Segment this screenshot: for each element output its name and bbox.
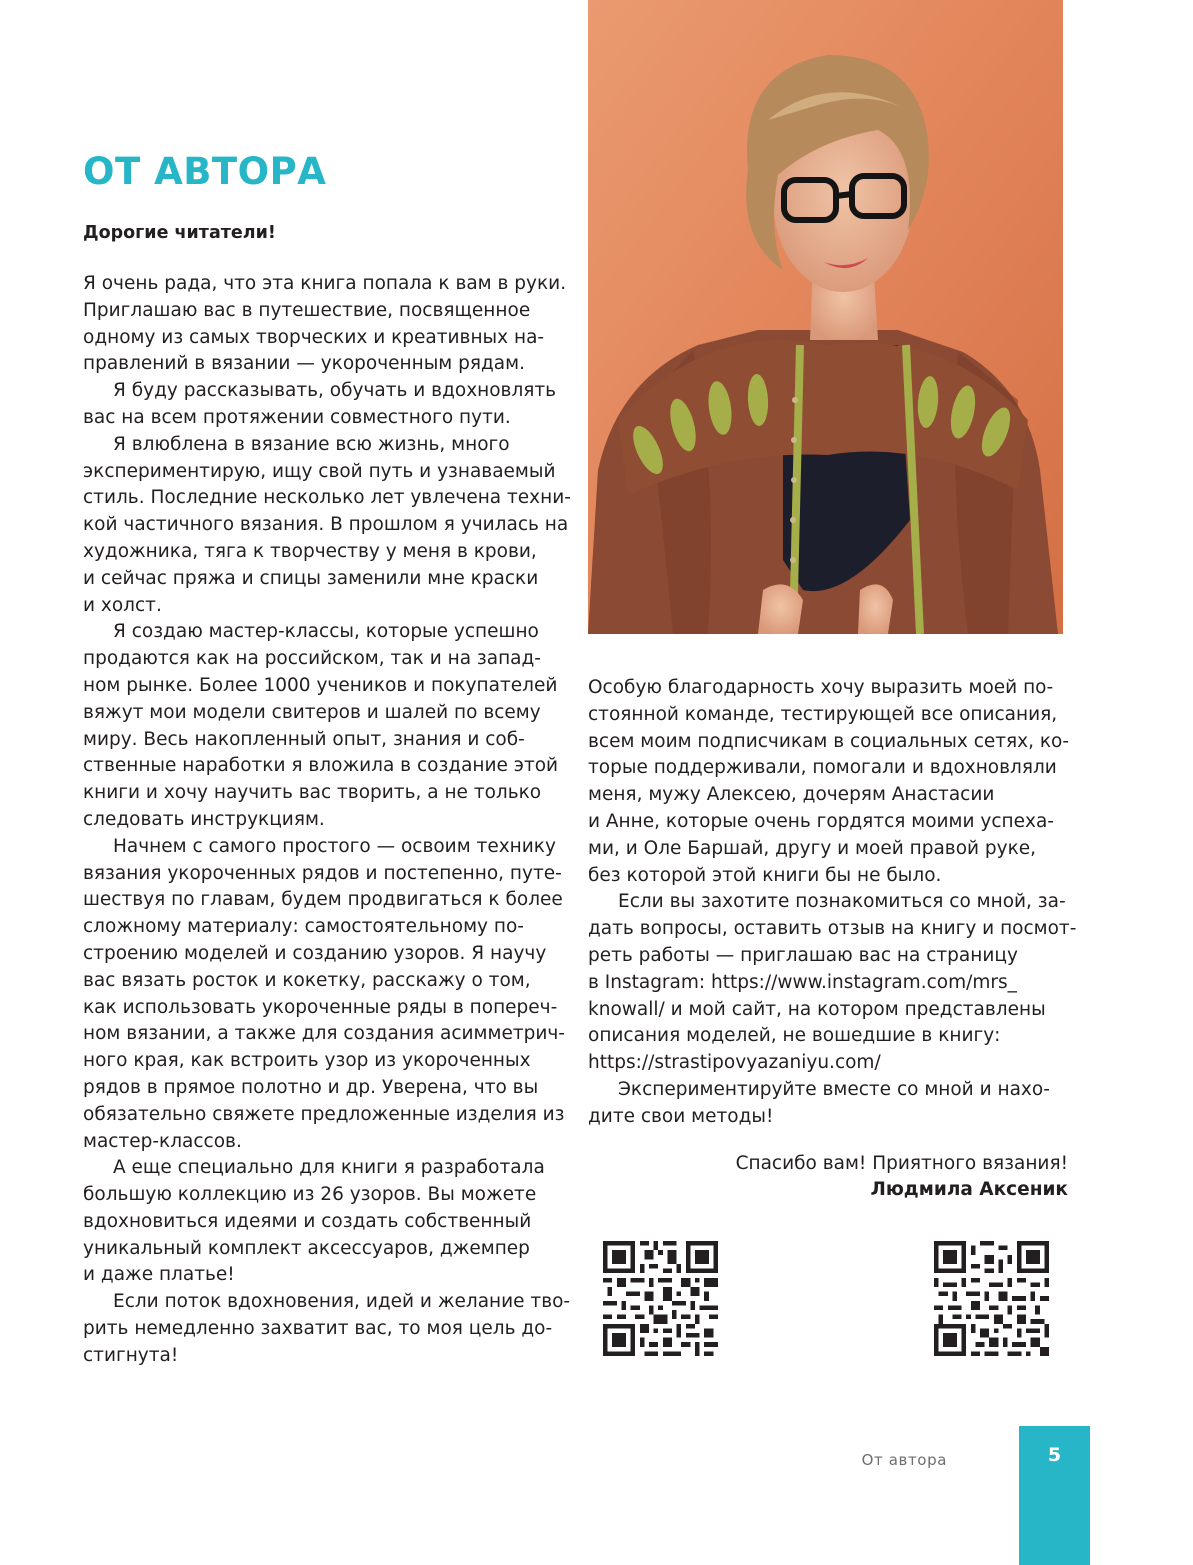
- text-line: книги и хочу научить вас творить, а не только: [83, 782, 542, 804]
- text-line: knowall/ и мой сайт, на котором представлены: [588, 998, 1046, 1020]
- text-line: А еще специально для книги я разработала: [113, 1157, 545, 1179]
- text-line: как использовать укороченные ряды в попереч-: [83, 996, 558, 1018]
- text-line: реть работы — приглашаю вас на страницу: [588, 944, 1018, 966]
- right-column-text: [588, 675, 1077, 1204]
- page-number: 5: [1047, 1444, 1062, 1466]
- text-line: миру. Весь накопленный опыт, знания и соб-: [83, 728, 525, 750]
- text-line: следовать инструкциям.: [83, 808, 325, 830]
- text-line: Если поток вдохновения, идей и желание тво-: [113, 1291, 571, 1313]
- text-line: и Анне, которые очень гордятся моими успеха-: [588, 810, 1054, 832]
- text-line: стоянной команде, тестирующей все описания,: [588, 703, 1058, 725]
- text-line: и даже платье!: [83, 1264, 235, 1286]
- text-line: Я буду рассказывать, обучать и вдохновлять: [113, 380, 557, 402]
- text-line: ми, и Оле Баршай, другу и моей правой руке,: [588, 837, 1037, 859]
- text-line: рить немедленно захватит вас, то моя цель до-: [83, 1318, 553, 1340]
- text-line: ственные наработки я вложила в создание этой: [83, 755, 559, 777]
- text-line: в Instagram: https://www.instagram.com/mrs_: [588, 971, 1017, 993]
- page-number-tab: [1019, 1426, 1090, 1565]
- greeting: Дорогие читатели!: [83, 223, 276, 243]
- text-line: вяжут мои модели свитеров и шалей по всему: [83, 701, 541, 723]
- text-line: уникальный комплект аксессуаров, джемпер: [83, 1237, 530, 1259]
- text-line: дите свои методы!: [588, 1105, 774, 1127]
- text-line: стигнута!: [83, 1344, 179, 1366]
- text-line: сложному материалу: самостоятельному по-: [83, 916, 524, 938]
- text-line: шествуя по главам, будем продвигаться к более: [83, 889, 563, 911]
- closing-thanks: Спасибо вам! Приятного вязания!: [735, 1152, 1068, 1174]
- text-line: ного края, как встроить узор из укороченных: [83, 1050, 531, 1072]
- text-line: Приглашаю вас в путешествие, посвященное: [83, 299, 531, 321]
- footer-section-label: От автора: [861, 1451, 947, 1469]
- text-line: продаются как на российском, так и на запад-: [83, 648, 541, 670]
- text-line: без которой этой книги бы не было.: [588, 864, 942, 886]
- text-line: кой частичного вязания. В прошлом я училась на: [83, 514, 569, 536]
- text-line: https://strastipovyazaniyu.com/: [588, 1052, 881, 1074]
- text-line: Если вы захотите познакомиться со мной, за-: [618, 891, 1066, 913]
- website-qr-code: [934, 1241, 1049, 1356]
- text-line: художника, тяга к творчеству у меня в крови,: [83, 540, 537, 562]
- text-line: ном рынке. Более 1000 учеников и покупателей: [83, 674, 558, 696]
- text-line: Я влюблена в вязание всю жизнь, много: [113, 433, 510, 455]
- text-line: торые поддерживали, помогали и вдохновляли: [588, 757, 1057, 779]
- text-line: всем моим подписчикам в социальных сетях, ко-: [588, 730, 1070, 752]
- author-photo: [588, 0, 1063, 634]
- text-line: и холст.: [83, 594, 162, 616]
- text-line: Начнем с самого простого — освоим технику: [113, 835, 556, 857]
- text-line: стиль. Последние несколько лет увлечена техни-: [83, 487, 571, 509]
- instagram-qr-code: [603, 1241, 718, 1356]
- text-line: обязательно свяжете предложенные изделия из: [83, 1103, 565, 1125]
- text-line: вязания укороченных рядов и постепенно, путе-: [83, 862, 562, 884]
- text-line: меня, мужу Алексею, дочерям Анастасии: [588, 784, 995, 806]
- text-line: и сейчас пряжа и спицы заменили мне краски: [83, 567, 539, 589]
- author-signature: Людмила Аксеник: [870, 1179, 1068, 1201]
- text-line: одному из самых творческих и креативных на-: [83, 326, 545, 348]
- text-line: ном вязании, а также для создания асимметрич-: [83, 1023, 565, 1045]
- left-column-text: [83, 271, 571, 1370]
- text-line: дать вопросы, оставить отзыв на книгу и посмот-: [588, 918, 1077, 940]
- text-line: вас на всем протяжении совместного пути.: [83, 406, 511, 428]
- text-line: Особую благодарность хочу выразить моей по-: [588, 677, 1054, 698]
- text-line: вас вязать росток и кокетку, расскажу о том,: [83, 969, 531, 991]
- text-line: правлений в вязании — укороченным рядам.: [83, 353, 525, 375]
- text-line: экспериментирую, ищу свой путь и узнаваемый: [83, 460, 556, 482]
- text-line: Экспериментируйте вместе со мной и нахо-: [618, 1078, 1050, 1100]
- text-line: Я создаю мастер-классы, которые успешно: [113, 621, 539, 643]
- page-title: ОТ АВТОРА: [83, 150, 327, 193]
- text-line: Я очень рада, что эта книга попала к вам в руки.: [83, 273, 567, 294]
- text-line: мастер-классов.: [83, 1130, 242, 1152]
- text-line: описания моделей, не вошедшие в книгу:: [588, 1025, 1001, 1047]
- text-line: большую коллекцию из 26 узоров. Вы можете: [83, 1184, 537, 1206]
- text-line: строению моделей и созданию узоров. Я научу: [83, 942, 547, 964]
- text-line: вдохновиться идеями и создать собственный: [83, 1210, 532, 1232]
- text-line: рядов в прямое полотно и др. Уверена, что вы: [83, 1076, 539, 1098]
